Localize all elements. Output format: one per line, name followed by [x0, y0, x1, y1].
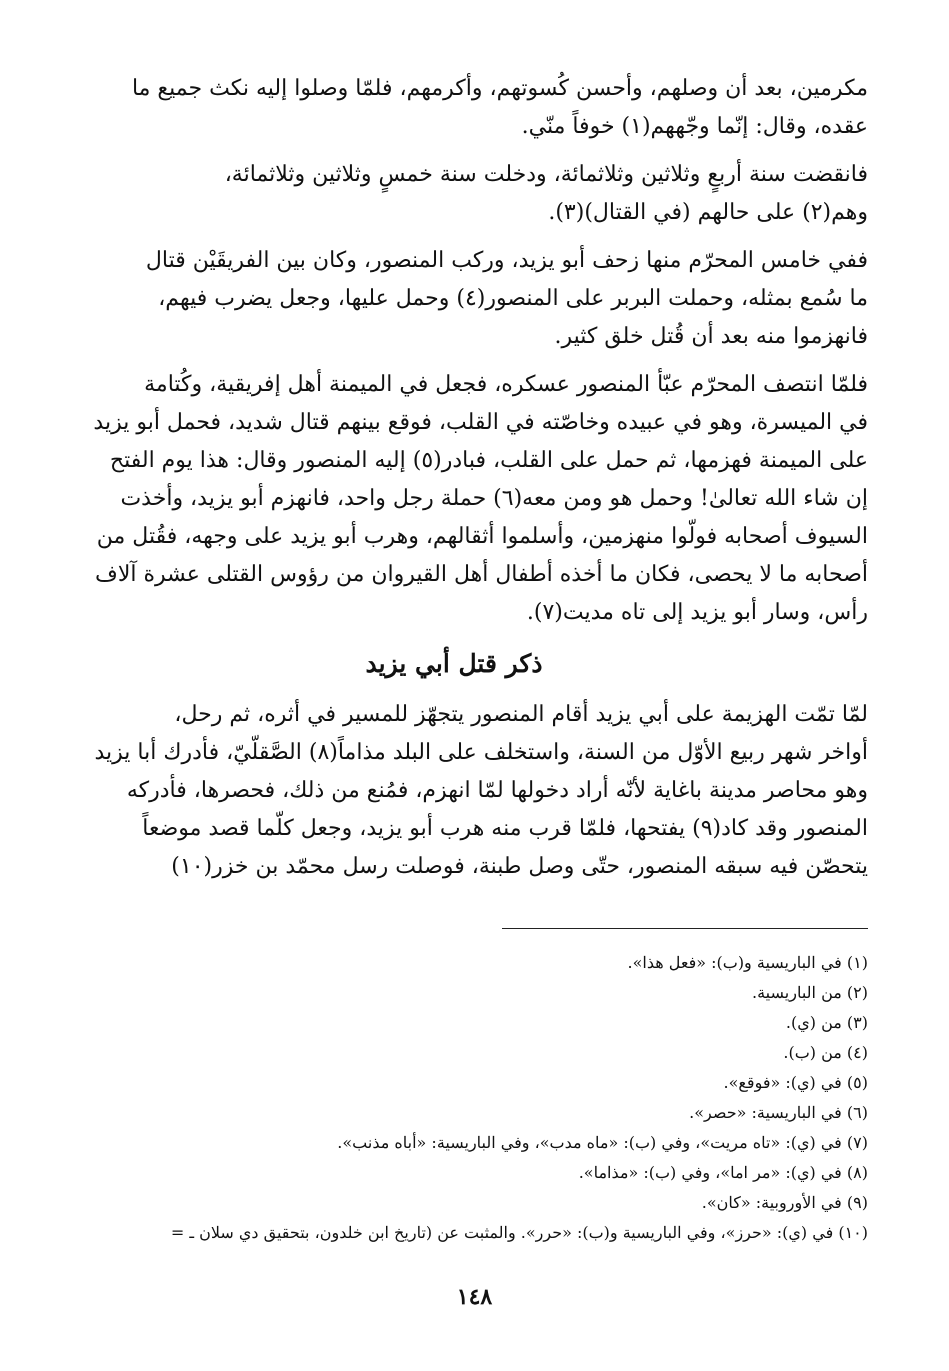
text-line: ففي خامس المحرّم منها زحف أبو يزيد، وركب المنصور، وكان بين الفريقَيْن قتال	[145, 248, 868, 273]
text-line: وهو محاصر مدينة باغاية لأنّه أراد دخولها لمّا انهزم، فمُنع من ذلك، فحصرها، فأدركه	[126, 778, 868, 803]
footnote: (٢) من الباريسية.	[752, 983, 868, 1002]
footnote: (٩) في الأوروبية: «كان».	[701, 1193, 868, 1212]
footnote: (٤) من (ب).	[783, 1043, 868, 1062]
paragraph-3	[40, 242, 868, 356]
text-line: على الميمنة فهزمها، ثم حمل على القلب، فبادر(٥) إليه المنصور وقال: هذا يوم الفتح	[109, 448, 868, 473]
paragraph-2	[40, 156, 868, 232]
text-line: فانهزموا منه بعد أن قُتل خلق كثير.	[554, 324, 868, 349]
paragraph-1	[40, 70, 868, 146]
paragraph-4	[40, 366, 868, 632]
text-line: مكرمين، بعد أن وصلهم، وأحسن كُسوتهم، وأكرمهم، فلمّا وصلوا إليه نكث جميع ما	[131, 76, 868, 101]
text-line: في الميسرة، وهو في عبيده وخاصّته في القلب، فوقع بينهم قتال شديد، فحمل أبو يزيد	[93, 410, 868, 435]
section-heading: ذكر قتل أبي يزيد	[365, 649, 543, 678]
footnote: (٦) في الباريسية: «حصر».	[689, 1103, 868, 1122]
footnote: (٧) في (ي): «تاه مريت»، وفي (ب): «ماه مدب»، وفي الباريسية: «أباه مذنب».	[337, 1133, 868, 1152]
text-line: أصحابه ما لا يحصى، فكان ما أخذه أطفال أهل القيروان من رؤوس القتلى عشرة آلاف	[95, 562, 868, 587]
text-line: ما سُمع بمثله، وحملت البربر على المنصور(٤) وحمل عليها، وجعل يضرب فيهم،	[158, 286, 868, 311]
footnote: (٣) من (ي).	[785, 1013, 868, 1032]
footnotes	[68, 948, 868, 1248]
text-line: المنصور وقد كاد(٩) يفتحها، فلمّا قرب منه هرب أبو يزيد، وجعل كلّما قصد موضعاً	[142, 816, 868, 841]
text-line: إن شاء الله تعالىٰ! وحمل هو ومن معه(٦) حملة رجل واحد، فانهزم أبو يزيد، وأخذت	[120, 486, 868, 511]
text-line: عقده، وقال: إنّما وجّههم(١) خوفاً منّي.	[521, 114, 868, 139]
footnote: (١) في الباريسية و(ب): «فعل هذا».	[627, 953, 868, 972]
text-line: وهم(٢) على حالهم (في القتال)(٣).	[548, 200, 868, 225]
text-line: يتحصّن فيه سبقه المنصور، حتّى وصل طبنة، فوصلت رسل محمّد بن خزر(١٠)	[171, 854, 868, 879]
main-text	[40, 70, 868, 896]
paragraph-5	[40, 696, 868, 886]
footnote: (٨) في (ي): «مر اما»، وفي (ب): «مذاما».	[578, 1163, 868, 1182]
footnote: (٥) في (ي): «فوقع».	[723, 1073, 868, 1092]
text-line: فلمّا انتصف المحرّم عبّأ المنصور عسكره، فجعل في الميمنة أهل إفريقية، وكُتامة	[144, 372, 868, 397]
text-line: رأس، وسار أبو يزيد إلى تاه مديت(٧).	[526, 600, 868, 625]
text-line: أواخر شهر ربيع الأوّل من السنة، واستخلف على البلد مذاماً(٨) الصَّقلّيّ، فأدرك أبا يزيد	[94, 740, 868, 765]
footnote: (١٠) في (ي): «حرز»، وفي الباريسية و(ب): «حرر». والمثبت عن (تاريخ ابن خلدون، بتحقيق دي سلان ـ =	[170, 1223, 868, 1242]
text-line: لمّا تمّت الهزيمة على أبي يزيد أقام المنصور يتجهّز للمسير في أثره، ثم رحل،	[174, 702, 868, 727]
page-number: ١٤٨	[456, 1284, 493, 1310]
footnote-divider	[502, 928, 868, 929]
text-line: فانقضت سنة أربعٍ وثلاثين وثلاثمائة، ودخلت سنة خمسٍ وثلاثين وثلاثمائة،	[224, 162, 868, 187]
text-line: السيوف أصحابه فولّوا منهزمين، وأسلموا أثقالهم، وهرب أبو يزيد على وجهه، فقُتل من	[96, 524, 868, 549]
